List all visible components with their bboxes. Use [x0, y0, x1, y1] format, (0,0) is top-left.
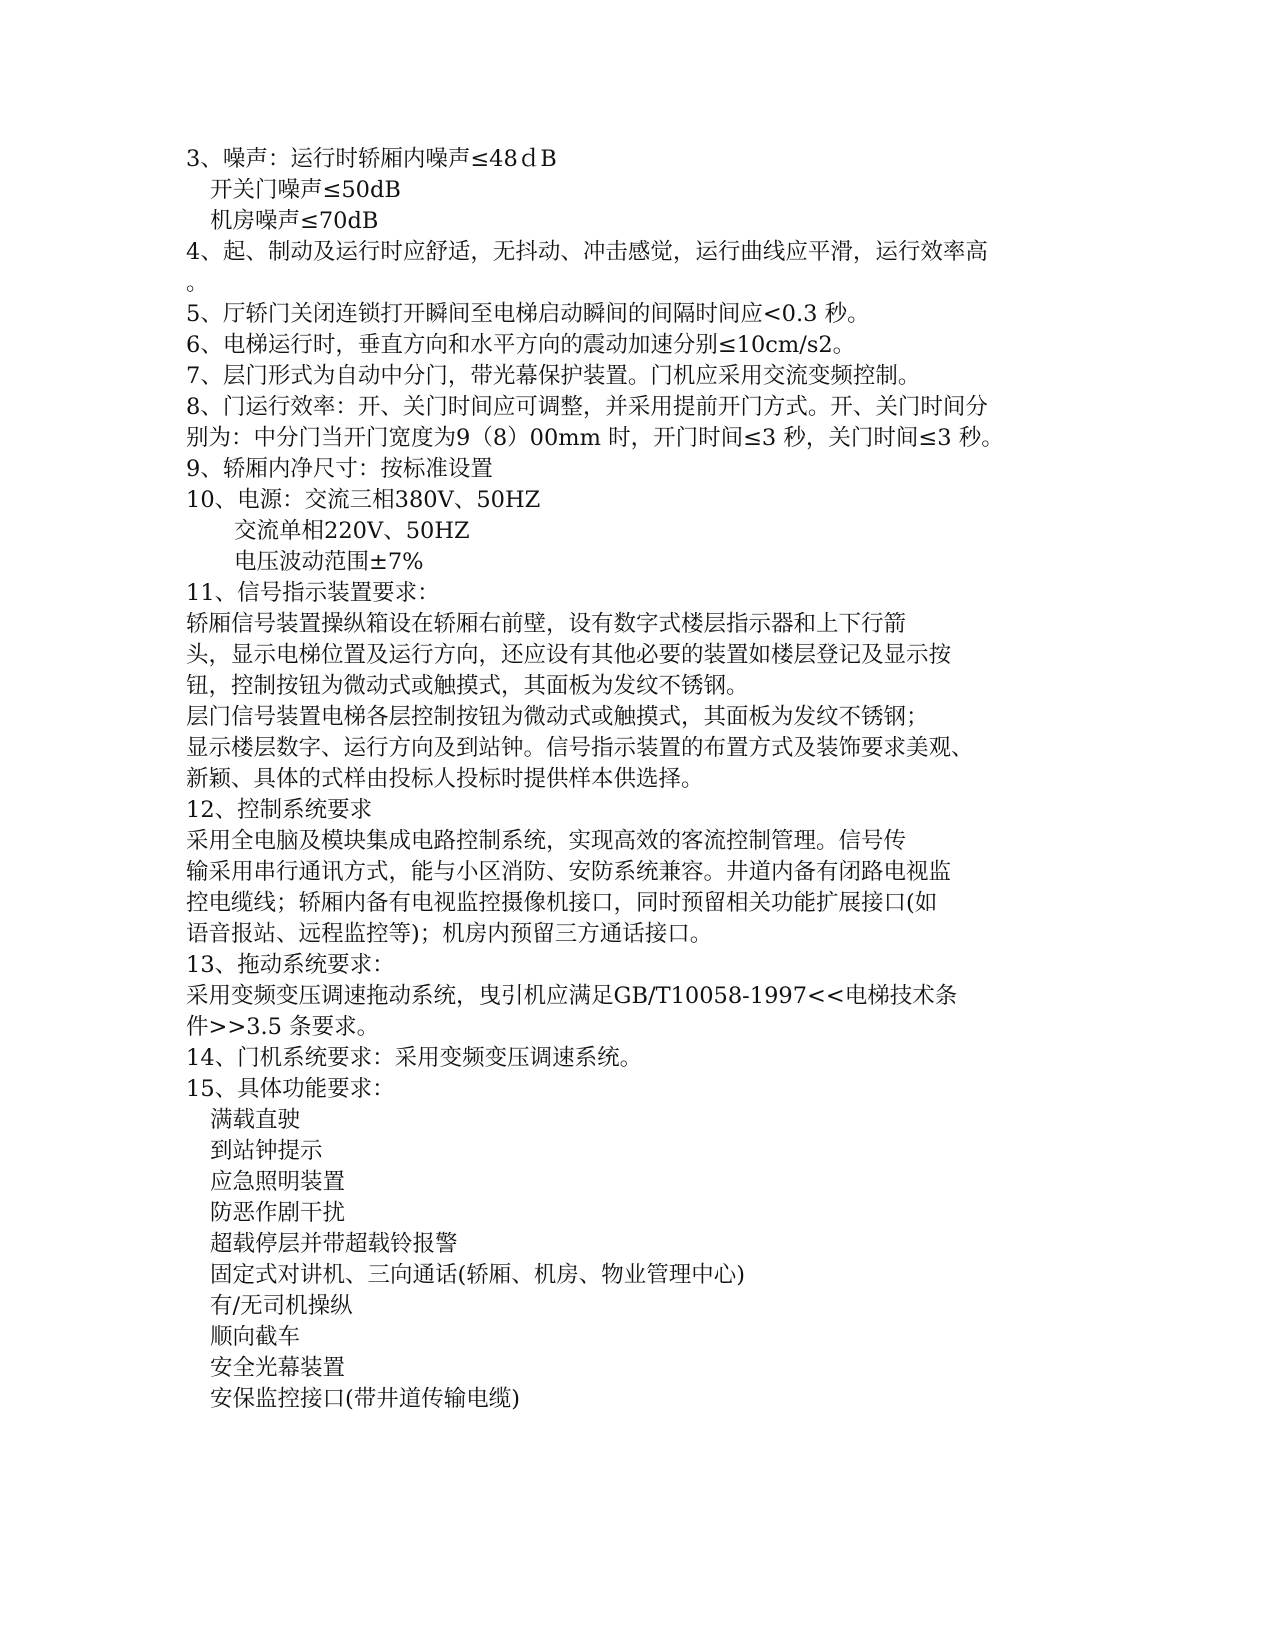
text-line: 头，显示电梯位置及运行方向，还应设有其他必要的装置如楼层登记及显示按 — [186, 642, 952, 668]
text-line: 开关门噪声≤50dB — [210, 177, 401, 203]
text-line: 别为：中分门当开门宽度为9（8）00mm 时，开门时间≤3 秒，关门时间≤3 秒。 — [186, 425, 1004, 451]
text-line: 轿厢信号装置操纵箱设在轿厢右前壁，设有数字式楼层指示器和上下行箭 — [186, 611, 907, 637]
text-line: 13、拖动系统要求： — [186, 952, 395, 978]
text-line: 新颖、具体的式样由投标人投标时提供样本供选择。 — [186, 766, 704, 792]
text-line: 8、门运行效率：开、关门时间应可调整，并采用提前开门方式。开、关门时间分 — [186, 394, 988, 420]
text-line: 到站钟提示 — [210, 1138, 323, 1164]
text-line: 5、厅轿门关闭连锁打开瞬间至电梯启动瞬间的间隔时间应<0.3 秒。 — [186, 301, 870, 327]
text-line: 机房噪声≤70dB — [210, 208, 379, 234]
text-line: 层门信号装置电梯各层控制按钮为微动式或触摸式，其面板为发纹不锈钢； — [186, 704, 929, 730]
text-line: 件>>3.5 条要求。 — [186, 1014, 380, 1040]
text-line: 14、门机系统要求：采用变频变压调速系统。 — [186, 1045, 643, 1071]
text-line: 15、具体功能要求： — [186, 1076, 395, 1102]
text-line: 12、控制系统要求 — [186, 797, 373, 823]
text-line: 满载直驶 — [210, 1107, 301, 1133]
text-line: 超载停层并带超载铃报警 — [210, 1231, 458, 1257]
text-line: 有/无司机操纵 — [210, 1293, 353, 1319]
text-line: 7、层门形式为自动中分门，带光幕保护装置。门机应采用交流变频控制。 — [186, 363, 921, 389]
text-line: 防恶作剧干扰 — [210, 1200, 346, 1226]
text-line: 输采用串行通讯方式，能与小区消防、安防系统兼容。井道内备有闭路电视监 — [186, 859, 952, 885]
text-line: 4、起、制动及运行时应舒适，无抖动、冲击感觉，运行曲线应平滑，运行效率高 — [186, 239, 988, 265]
text-line: 电压波动范围±7% — [234, 549, 424, 575]
text-line: 固定式对讲机、三向通话(轿厢、机房、物业管理中心) — [210, 1262, 746, 1288]
text-line: 10、电源：交流三相380V、50HZ — [186, 487, 541, 513]
text-line: 11、信号指示装置要求： — [186, 580, 440, 606]
text-line: 。 — [186, 270, 209, 296]
text-line: 钮，控制按钮为微动式或触摸式，其面板为发纹不锈钢。 — [186, 673, 749, 699]
text-line: 安全光幕装置 — [210, 1355, 346, 1381]
text-line: 采用全电脑及模块集成电路控制系统，实现高效的客流控制管理。信号传 — [186, 828, 907, 854]
text-line: 采用变频变压调速拖动系统，曳引机应满足GB/T10058-1997<<电梯技术条 — [186, 983, 958, 1009]
text-line: 9、轿厢内净尺寸：按标准设置 — [186, 456, 493, 482]
text-line: 语音报站、远程监控等)；机房内预留三方通话接口。 — [186, 921, 713, 947]
text-line: 顺向截车 — [210, 1324, 301, 1350]
text-line: 3、噪声：运行时轿厢内噪声≤48ｄB — [186, 146, 557, 172]
text-line: 应急照明装置 — [210, 1169, 346, 1195]
text-line: 显示楼层数字、运行方向及到站钟。信号指示装置的布置方式及装饰要求美观、 — [186, 735, 974, 761]
text-line: 安保监控接口(带井道传输电缆) — [210, 1386, 521, 1412]
text-line: 控电缆线；轿厢内备有电视监控摄像机接口，同时预留相关功能扩展接口(如 — [186, 890, 938, 916]
text-line: 6、电梯运行时，垂直方向和水平方向的震动加速分别≤10cm/s2。 — [186, 332, 856, 358]
text-line: 交流单相220V、50HZ — [234, 518, 470, 544]
